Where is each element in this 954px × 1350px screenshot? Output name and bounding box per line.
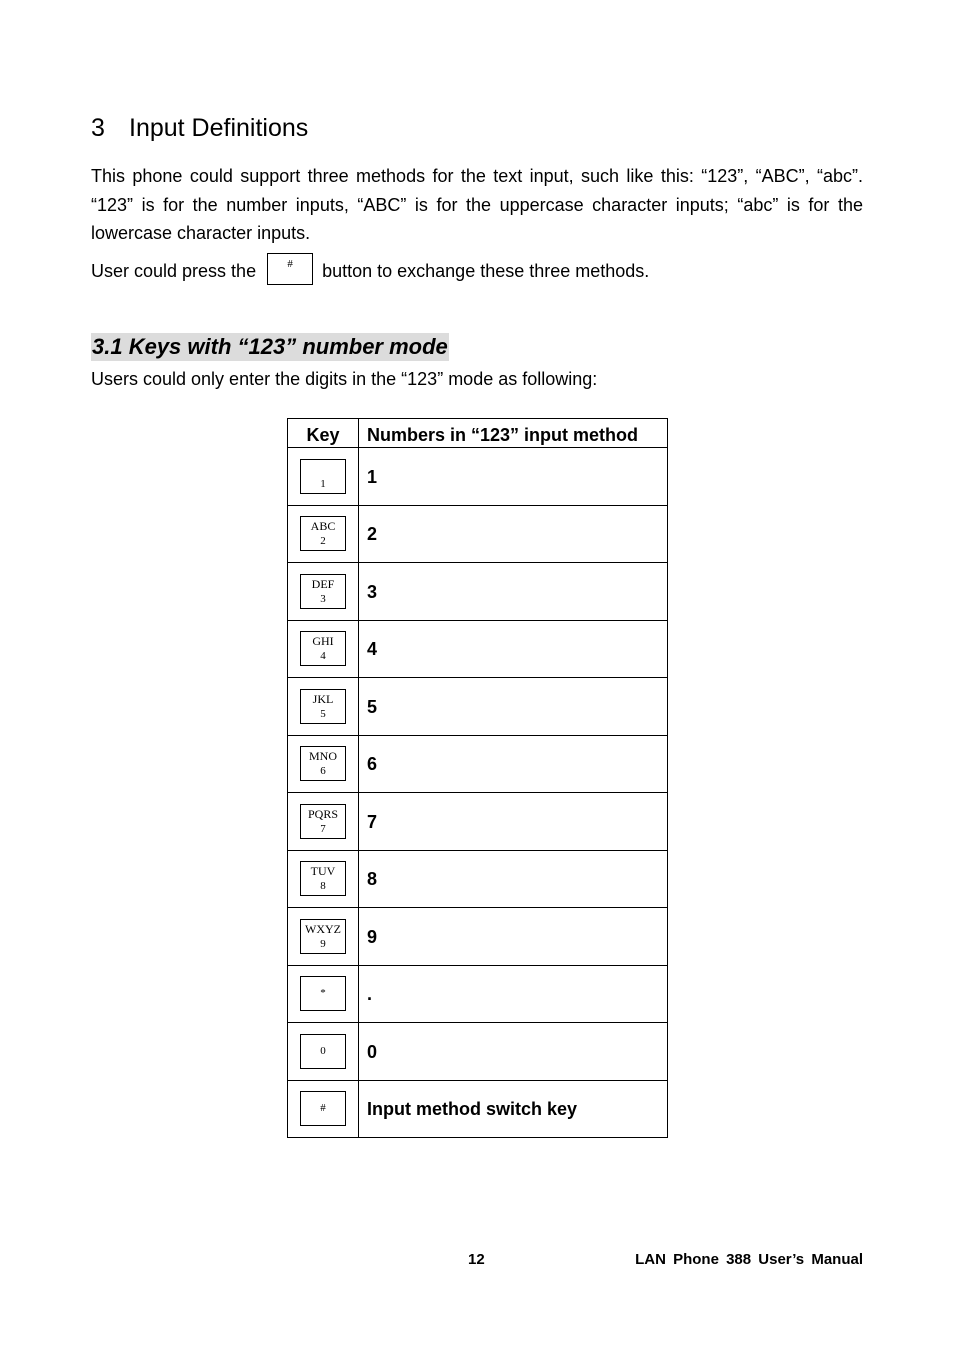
key-letters: ABC: [310, 519, 336, 534]
value-column-header: Numbers in “123” input method: [359, 419, 668, 448]
key-digit: #: [320, 1102, 326, 1115]
key-digit: 1: [320, 477, 326, 490]
phone-key-icon: [300, 861, 346, 896]
table-row: [288, 1023, 668, 1081]
key-cell: [288, 1080, 359, 1138]
key-letters: DEF: [311, 576, 335, 591]
key-value: 5: [359, 678, 668, 736]
phone-key-icon: [300, 574, 346, 609]
phone-key-icon: [300, 746, 346, 781]
key-value: 7: [359, 793, 668, 851]
key-value: 3: [359, 563, 668, 621]
key-value: 4: [359, 620, 668, 678]
key-cell: [288, 620, 359, 678]
key-cell: [288, 505, 359, 563]
phone-key-icon: [300, 516, 346, 551]
table-row: [288, 908, 668, 966]
phone-key-icon: [300, 919, 346, 954]
key-letters: TUV: [310, 864, 336, 879]
key-column-header: Key: [288, 419, 359, 448]
key-letters: PQRS: [307, 806, 339, 821]
phone-key-icon: [300, 804, 346, 839]
key-digit: *: [320, 987, 326, 1000]
table-row: [288, 505, 668, 563]
key-value: 6: [359, 735, 668, 793]
subsection-heading: 3.1 Keys with “123” number mode: [92, 334, 448, 359]
key-letters: JKL: [312, 691, 334, 706]
hash-key-icon: #: [267, 253, 313, 285]
key-cell: [288, 678, 359, 736]
subsection-lead: Users could only enter the digits in the “123” mode as following:: [91, 369, 598, 389]
table-row: [288, 448, 668, 506]
phone-key-icon: [300, 1091, 346, 1126]
key-mapping-table: [287, 418, 668, 1138]
key-cell: [288, 965, 359, 1023]
table-row: [288, 563, 668, 621]
switch-instruction: [91, 255, 863, 287]
phone-key-icon: [300, 631, 346, 666]
key-digit: 5: [320, 707, 326, 720]
key-value: 9: [359, 908, 668, 966]
key-letters: WXYZ: [305, 921, 341, 936]
key-value: 0: [359, 1023, 668, 1081]
table-row: [288, 1080, 668, 1138]
table-row: [288, 850, 668, 908]
key-value: 2: [359, 505, 668, 563]
switch-text-before: User could press the: [91, 260, 257, 281]
key-cell: [288, 850, 359, 908]
key-cell: [288, 563, 359, 621]
key-value: Input method switch key: [359, 1080, 668, 1138]
key-digit: 7: [320, 822, 326, 835]
key-letters: MNO: [308, 749, 337, 764]
key-digit: 4: [320, 650, 326, 663]
key-digit: 9: [320, 937, 326, 950]
intro-paragraph: This phone could support three methods for the text input, such like this: “123”, “ABC”, “abc”. “123” is for the number inputs, “ABC” is for the uppercase character inputs; “abc” is for the lowercase character inputs.: [91, 166, 863, 243]
key-cell: [288, 793, 359, 851]
key-cell: [288, 1023, 359, 1081]
key-cell: [288, 448, 359, 506]
key-cell: [288, 908, 359, 966]
phone-key-icon: [300, 689, 346, 724]
key-value: 1: [359, 448, 668, 506]
section-number: 3: [91, 114, 105, 142]
key-value: .: [359, 965, 668, 1023]
table-row: [288, 965, 668, 1023]
section-heading: [91, 114, 308, 143]
table-row: [288, 678, 668, 736]
key-digit: 6: [320, 765, 326, 778]
page-number: 12: [468, 1251, 485, 1268]
phone-key-icon: [300, 1034, 346, 1069]
key-letters: GHI: [312, 634, 334, 649]
key-cell: [288, 735, 359, 793]
table-row: [288, 735, 668, 793]
key-digit: 3: [320, 592, 326, 605]
table-row: [288, 793, 668, 851]
table-row: [288, 620, 668, 678]
phone-key-icon: [300, 976, 346, 1011]
key-digit: 8: [320, 880, 326, 893]
manual-title: LAN Phone 388 User’s Manual: [635, 1251, 863, 1268]
key-digit: 2: [320, 535, 326, 548]
section-title: Input Definitions: [129, 114, 309, 142]
switch-text-after: button to exchange these three methods.: [322, 260, 650, 281]
key-rows: [288, 448, 668, 1138]
key-value: 8: [359, 850, 668, 908]
table-header-row: [288, 419, 668, 448]
phone-key-icon: [300, 459, 346, 494]
key-digit: 0: [320, 1044, 326, 1057]
